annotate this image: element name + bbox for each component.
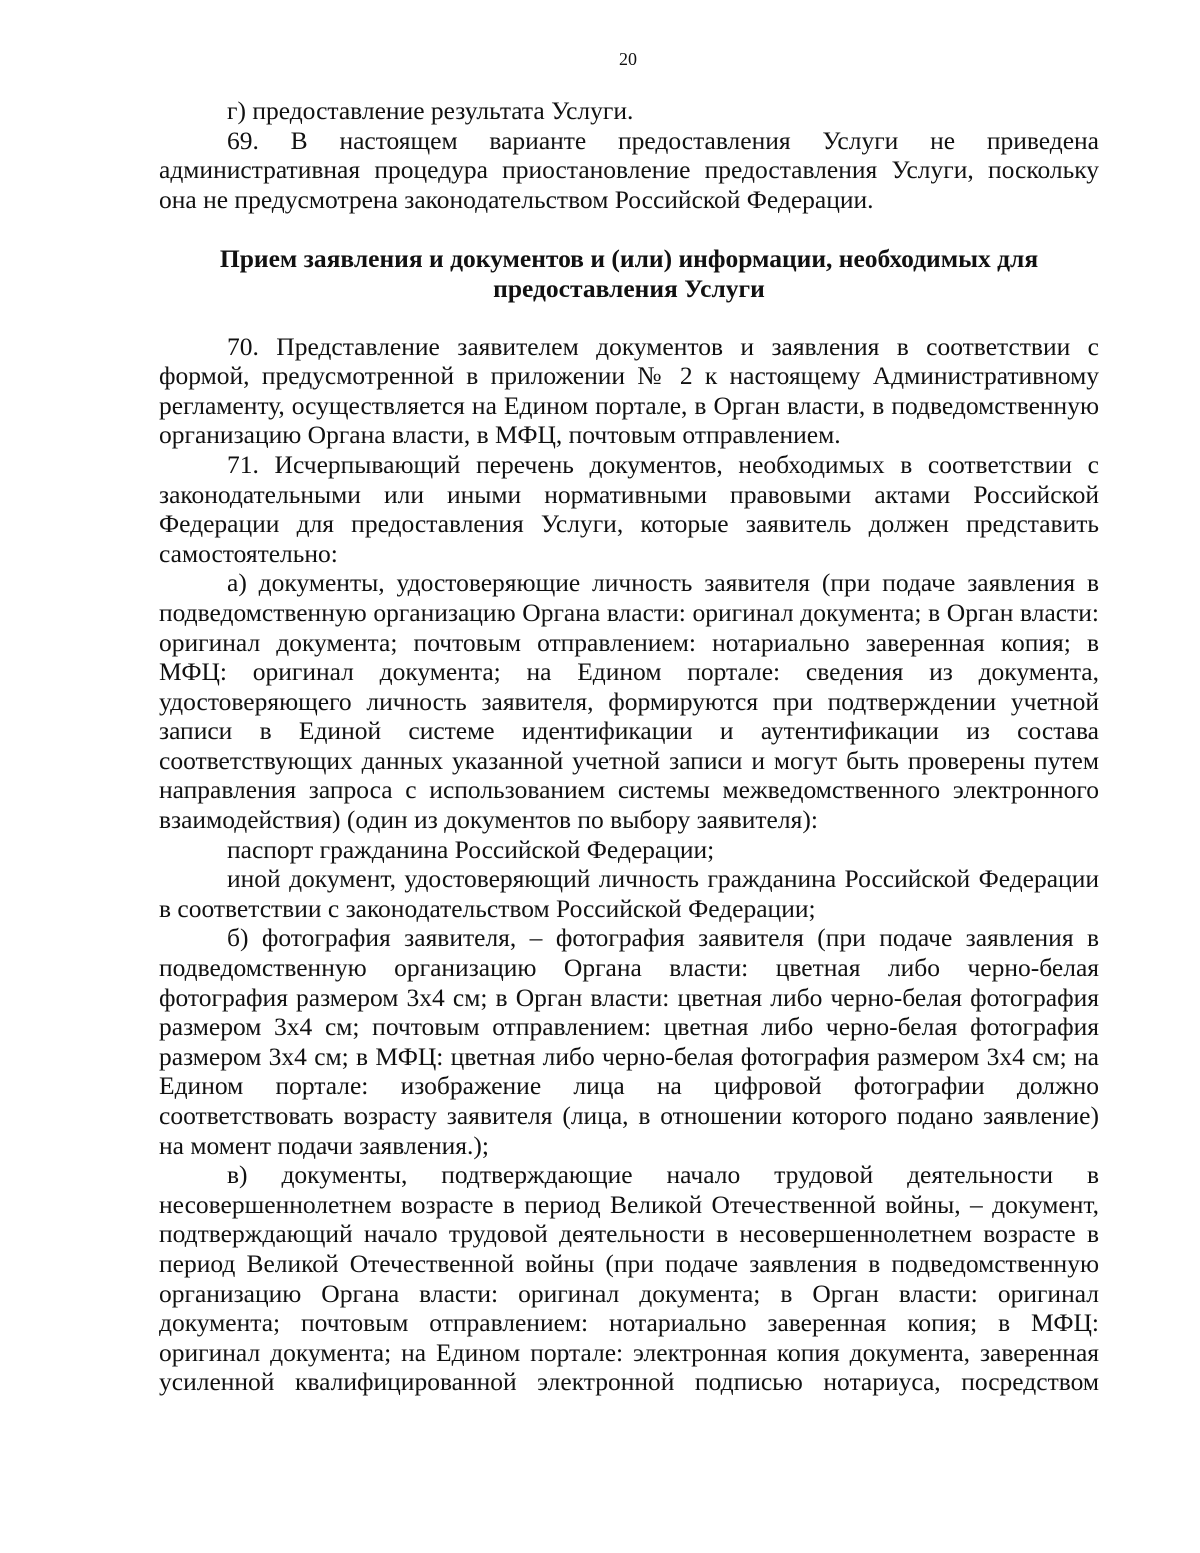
paragraph-70: 70. Представление заявителем документов и заявления в соответствии с формой, предусмотренной в приложении № 2 к настоящему Административному регламенту, осуществляется на Едином портале, в Орган власти, в подведомственную организацию Органа власти, в МФЦ, почтовым отправлением. — [159, 331, 1099, 450]
paragraph-v: в) документы, подтверждающие начало трудовой деятельности в несовершеннолетнем возрасте в период Великой Отечественной войны, – документ, подтверждающий начало трудовой деятельности в несовершеннолетнем возрасте в период Великой Отечественной войны (при подаче заявления в подведомственную организацию Органа власти: оригинал документа; в Орган власти: оригинал документа; почтовым отправлением: нотариально заверенная копия; в МФЦ: оригинал документа; на Едином портале: электронная копия документа, заверенная усиленной квалифицированной электронной подписью нотариуса, посредством — [159, 1160, 1099, 1397]
paragraph-g: г) предоставление результата Услуги. — [227, 96, 634, 125]
page-number: 20 — [619, 49, 637, 69]
paragraph-a: а) документы, удостоверяющие личность заявителя (при подаче заявления в подведомственную организацию Органа власти: оригинал документа; в Орган власти: оригинал документа; почтовым отправлением: нотариально заверенная копия; в МФЦ: оригинал документа; на Едином портале: сведения из документа, удостоверяющего личность заявителя, формируются при подтверждении учетной записи в Единой системе идентификации и аутентификации из состава соответствующих данных указанной учетной записи и могут быть проверены путем направления запроса с использованием системы межведомственного электронного взаимодействия) (один из документов по выбору заявителя): — [159, 568, 1099, 835]
document-page — [159, 48, 1099, 1397]
paragraph-b: б) фотография заявителя, – фотография заявителя (при подаче заявления в подведомственную организацию Органа власти: цветная либо черно-белая фотография размером 3х4 см; в Орган власти: цветная либо черно-белая фотография размером 3х4 см; почтовым отправлением: цветная либо черно-белая фотография размером 3х4 см; в МФЦ: цветная либо черно-белая фотография размером 3х4 см; на Едином портале: изображение лица на цифровой фотографии должно соответствовать возрасту заявителя (лица, в отношении которого подано заявление) на момент подачи заявления.); — [159, 923, 1099, 1160]
section-heading: Прием заявления и документов и (или) информации, необходимых для предоставления Услуги — [219, 244, 1039, 303]
paragraph-69: 69. В настоящем варианте предоставления Услуги не приведена административная процедура приостановление предоставления Услуги, поскольку она не предусмотрена законодательством Российской Федерации. — [159, 125, 1099, 214]
list-item-other-document: иной документ, удостоверяющий личность гражданина Российской Федерации в соответствии с законодательством Российской Федерации; — [159, 864, 1099, 923]
list-item-passport: паспорт гражданина Российской Федерации; — [227, 834, 715, 864]
paragraph-71: 71. Исчерпывающий перечень документов, необходимых в соответствии с законодательными или иными нормативными правовыми актами Российской Федерации для предоставления Услуги, которые заявитель должен представить самостоятельно: — [159, 449, 1099, 568]
